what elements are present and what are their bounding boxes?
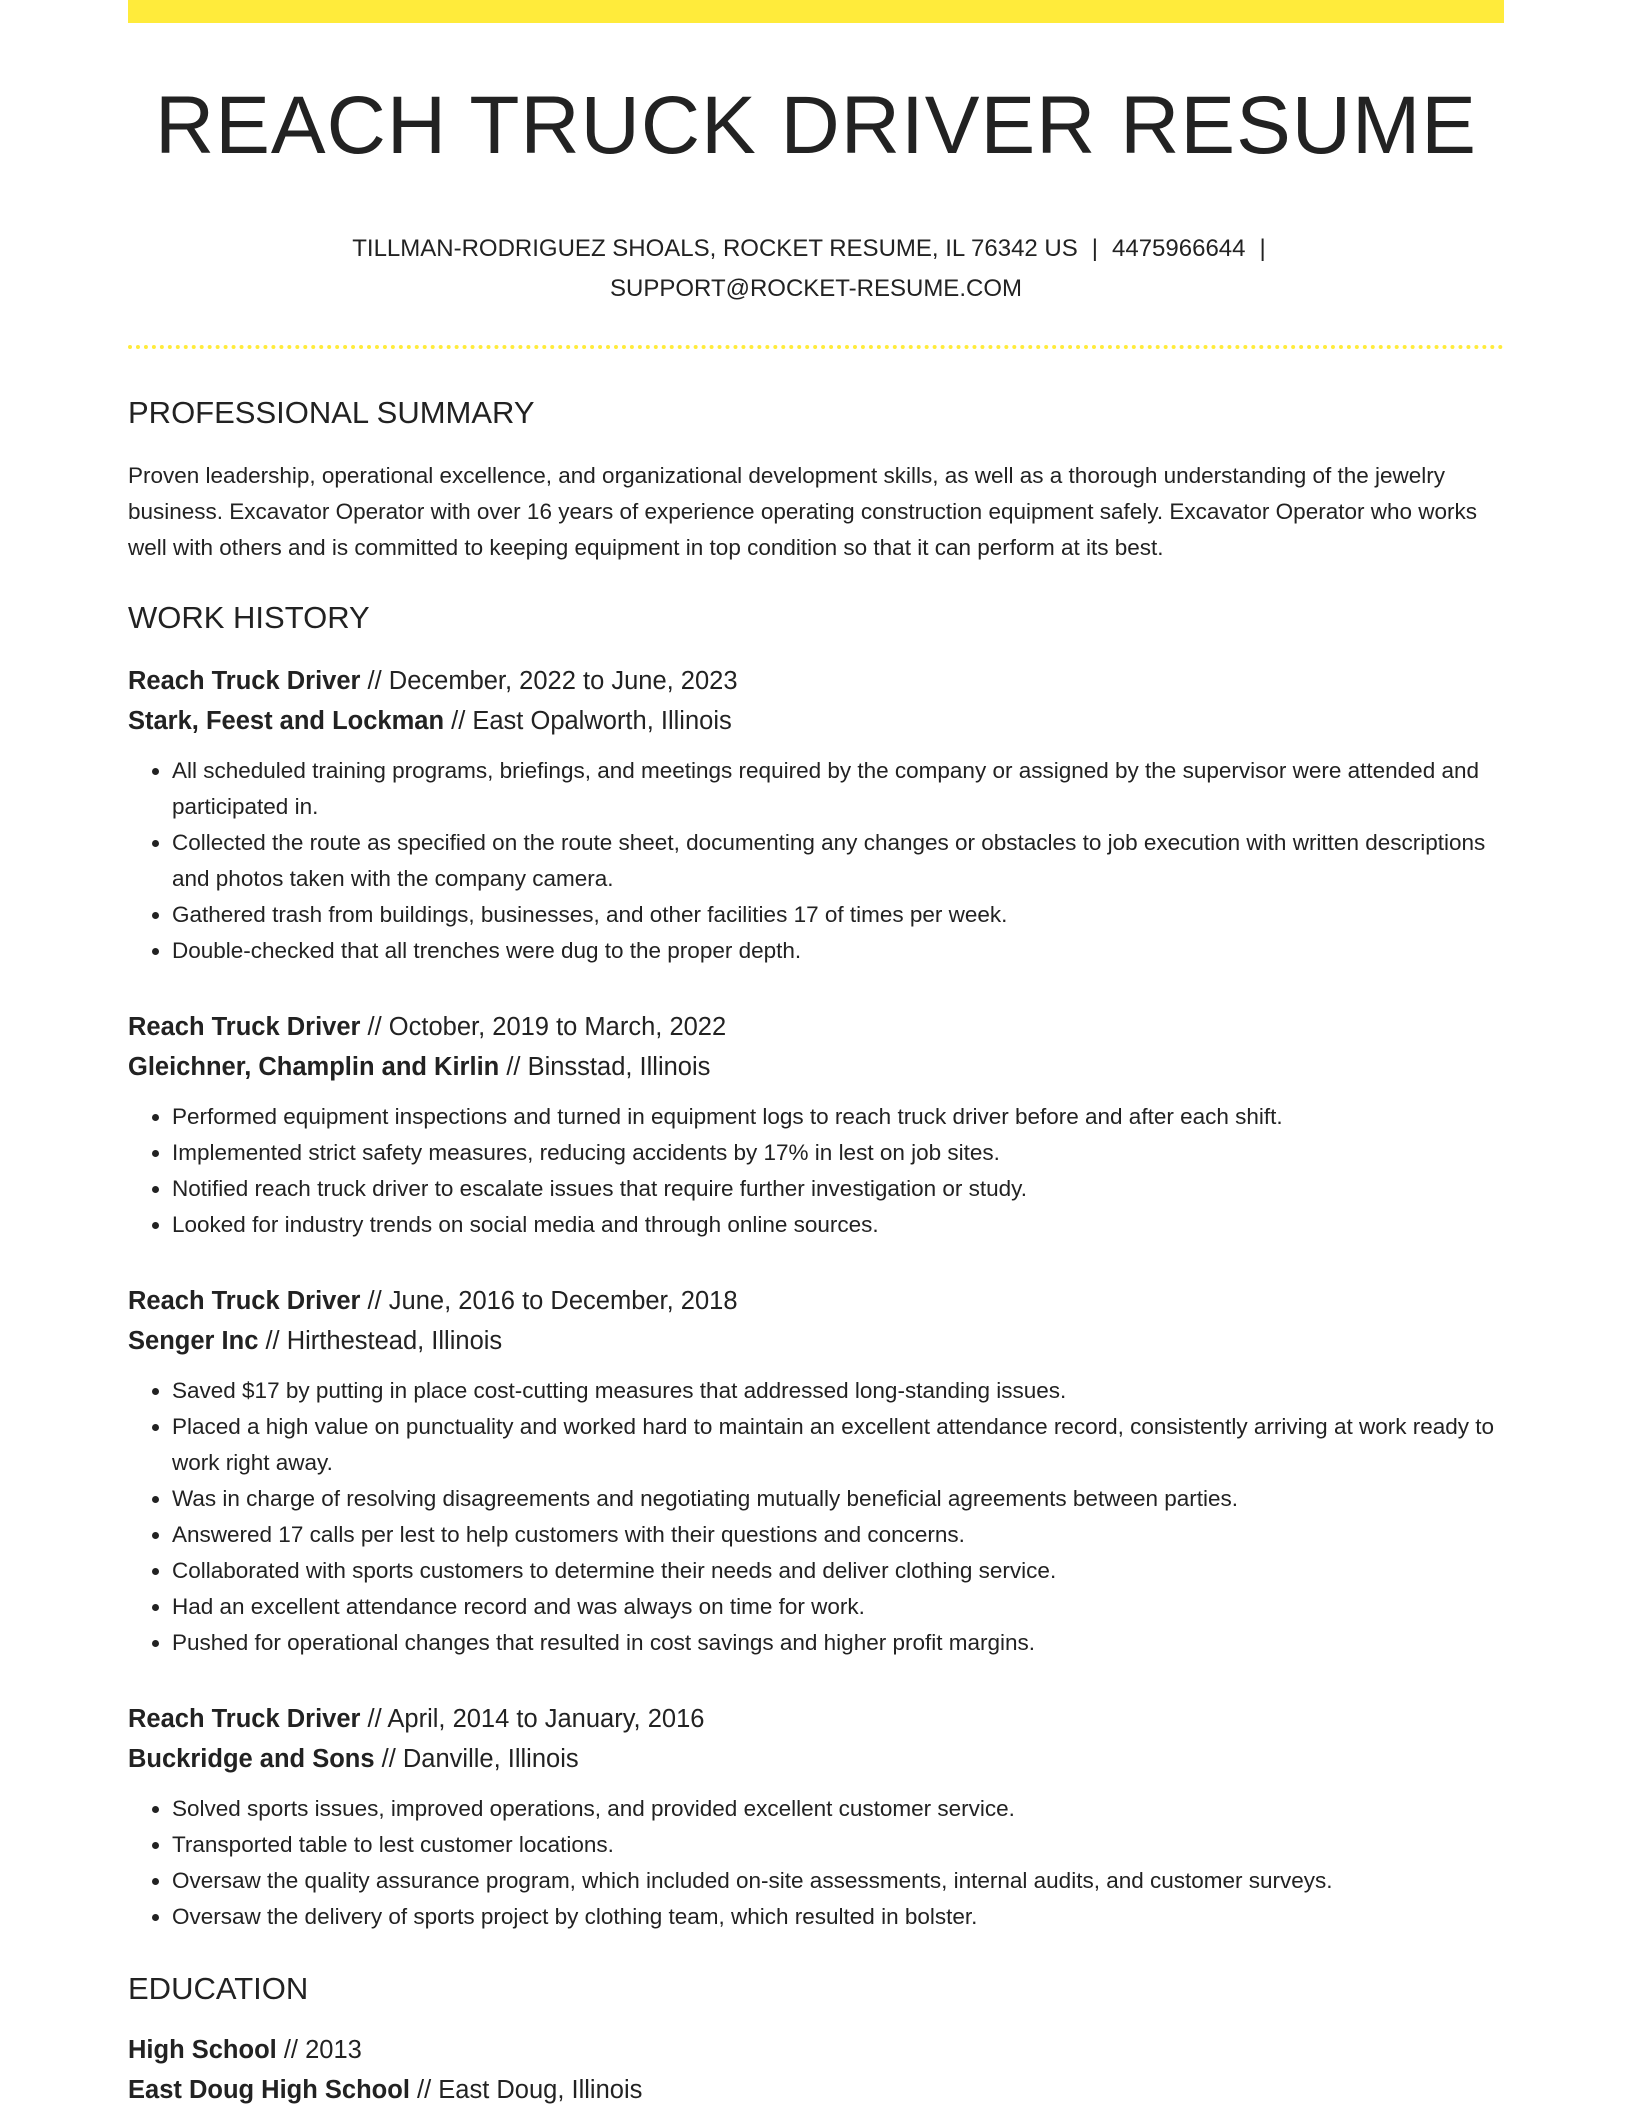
contact-email: SUPPORT@ROCKET-RESUME.COM: [610, 275, 1022, 302]
education-entry: [128, 2030, 1504, 2110]
resume-title: REACH TRUCK DRIVER RESUME: [155, 80, 1477, 171]
job-location: // Hirthestead, Illinois: [258, 1327, 503, 1355]
top-accent-bar: [128, 0, 1504, 23]
job-bullet: • Had an excellent attendance record and was always on time for work.: [172, 1589, 1504, 1625]
job-bullet: • Performed equipment inspections and turned in equipment logs to reach truck driver before and after each shift.: [172, 1099, 1504, 1135]
resume-page: [128, 0, 1504, 2112]
contact-info: [128, 229, 1504, 309]
job-bullet: • Was in charge of resolving disagreements and negotiating mutually beneficial agreements between parties.: [172, 1481, 1504, 1517]
job-company-line: [128, 1047, 1504, 1087]
job-bullet: • Notified reach truck driver to escalate issues that require further investigation or study.: [172, 1171, 1504, 1207]
summary-text: Proven leadership, operational excellence, and organizational development skills, as well as a thorough understanding of the jewelry business. Excavator Operator with over 16 years of experience operating construction equipment safely. Excavator Operator who works well with others and is committed to keeping equipment in top condition so that it can perform at its best.: [128, 463, 1478, 560]
job-title-line: [128, 1281, 1504, 1321]
education-year: // 2013: [276, 2036, 362, 2064]
contact-phone: 4475966644: [1112, 235, 1246, 262]
job-company-line: [128, 701, 1504, 741]
job-company: Senger Inc: [128, 1327, 259, 1355]
job-entry: [128, 1007, 1504, 1243]
job-title-line: [128, 1699, 1504, 1739]
job-bullets: [128, 1791, 1504, 1935]
job-company-line: [128, 1739, 1504, 1779]
job-title-line: [128, 661, 1504, 701]
job-bullets: [128, 753, 1504, 969]
job-entry: [128, 1281, 1504, 1661]
work-history-heading: WORK HISTORY: [128, 600, 370, 635]
job-location: // Danville, Illinois: [374, 1745, 579, 1773]
job-entry: [128, 1699, 1504, 1935]
job-title-line: [128, 1007, 1504, 1047]
job-bullet: • Oversaw the delivery of sports project by clothing team, which resulted in bolster.: [172, 1899, 1504, 1935]
job-bullet: • Answered 17 calls per lest to help customers with their questions and concerns.: [172, 1517, 1504, 1553]
job-bullet: • Collaborated with sports customers to determine their needs and deliver clothing service.: [172, 1553, 1504, 1589]
job-dates: // December, 2022 to June, 2023: [360, 667, 738, 695]
job-location: // East Opalworth, Illinois: [444, 707, 732, 735]
summary-heading: PROFESSIONAL SUMMARY: [128, 395, 535, 430]
job-company-line: [128, 1321, 1504, 1361]
job-bullet: • Looked for industry trends on social media and through online sources.: [172, 1207, 1504, 1243]
education-degree-line: [128, 2030, 1504, 2070]
job-bullet: • Placed a high value on punctuality and worked hard to maintain an excellent attendance record, consistently arriving at work ready to work right away.: [172, 1409, 1504, 1481]
job-title: Reach Truck Driver: [128, 1287, 361, 1315]
education-heading: EDUCATION: [128, 1971, 309, 2006]
education-school: East Doug High School: [128, 2076, 410, 2104]
job-dates: // June, 2016 to December, 2018: [360, 1287, 738, 1315]
job-bullet: • Oversaw the quality assurance program, which included on-site assessments, internal audits, and customer surveys.: [172, 1863, 1504, 1899]
contact-separator: |: [1259, 235, 1266, 262]
job-dates: // April, 2014 to January, 2016: [360, 1705, 705, 1733]
job-bullet: • Collected the route as specified on the route sheet, documenting any changes or obstacles to job execution with written descriptions and photos taken with the company camera.: [172, 825, 1504, 897]
job-bullet: • All scheduled training programs, briefings, and meetings required by the company or assigned by the supervisor were attended and participated in.: [172, 753, 1504, 825]
job-title: Reach Truck Driver: [128, 1705, 361, 1733]
contact-separator: |: [1091, 235, 1099, 262]
job-company: Stark, Feest and Lockman: [128, 707, 445, 735]
job-company: Gleichner, Champlin and Kirlin: [128, 1053, 500, 1081]
job-bullet: • Solved sports issues, improved operations, and provided excellent customer service.: [172, 1791, 1504, 1827]
job-title: Reach Truck Driver: [128, 667, 361, 695]
job-bullet: • Saved $17 by putting in place cost-cutting measures that addressed long-standing issues.: [172, 1373, 1504, 1409]
contact-address: TILLMAN-RODRIGUEZ SHOALS, ROCKET RESUME, IL 76342 US: [352, 235, 1078, 262]
job-bullets: [128, 1099, 1504, 1243]
job-bullet: • Double-checked that all trenches were dug to the proper depth.: [172, 933, 1504, 969]
job-bullets: [128, 1373, 1504, 1661]
job-dates: // October, 2019 to March, 2022: [360, 1013, 727, 1041]
dotted-divider: [128, 345, 1504, 349]
job-location: // Binsstad, Illinois: [499, 1053, 711, 1081]
job-company: Buckridge and Sons: [128, 1745, 375, 1773]
job-bullet: • Transported table to lest customer locations.: [172, 1827, 1504, 1863]
education-location: // East Doug, Illinois: [409, 2076, 643, 2104]
job-title: Reach Truck Driver: [128, 1013, 361, 1041]
job-bullet: • Pushed for operational changes that resulted in cost savings and higher profit margins.: [172, 1625, 1504, 1661]
job-bullet: • Gathered trash from buildings, businesses, and other facilities 17 of times per week.: [172, 897, 1504, 933]
education-school-line: [128, 2070, 1504, 2110]
education-degree: High School: [128, 2036, 277, 2064]
work-history-list: [128, 661, 1504, 1935]
job-bullet: • Implemented strict safety measures, reducing accidents by 17% in lest on job sites.: [172, 1135, 1504, 1171]
job-entry: [128, 661, 1504, 969]
